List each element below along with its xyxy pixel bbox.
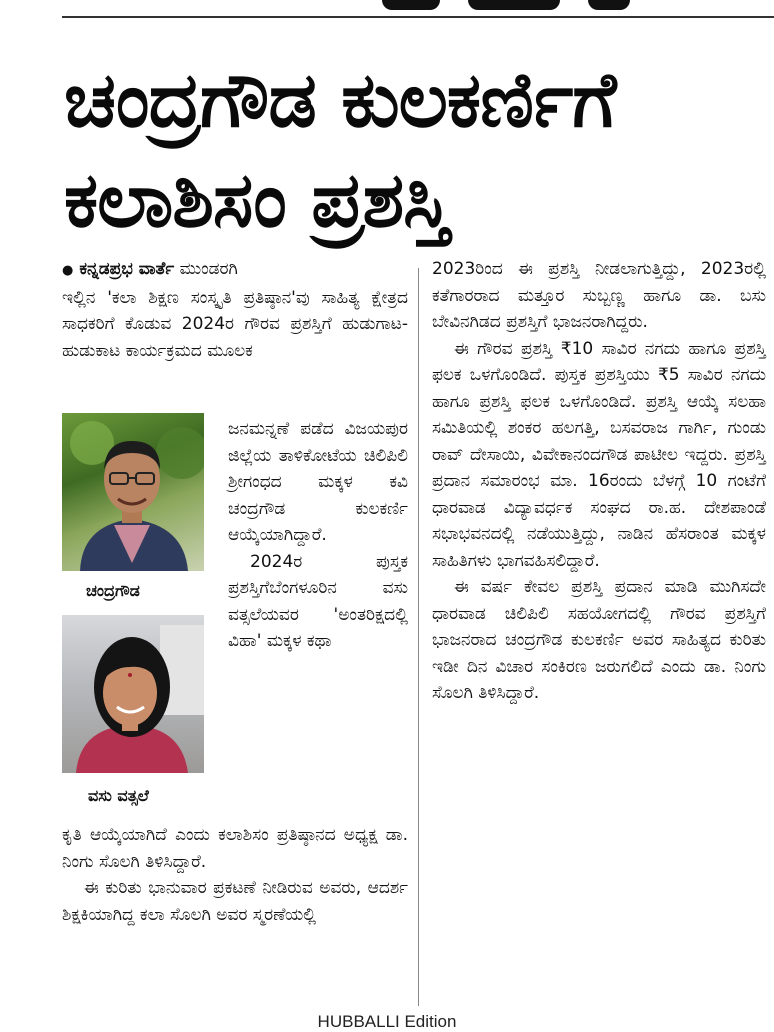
article-right-column (432, 256, 766, 707)
headline-line-1: ಚಂದ್ರಗೌಡ ಕುಲಕರ್ಣಿಗೆ (64, 55, 616, 144)
top-rule (62, 16, 774, 18)
last-left-paragraph: ಈ ಕುರಿತು ಭಾನುವಾರ ಪ್ರಕಟಣೆ ನೀಡಿರುವ ಅವರು, ಆದರ್ಶ ಶಿಕ್ಷಕಿಯಾಗಿದ್ದ ಕಲಾ ಸೊಲಗಿ ಅವರ ಸ್ಮರಣೆಯಲ್ಲಿ (62, 878, 408, 925)
right-paragraph-1: 2023ರಿಂದ ಈ ಪ್ರಶಸ್ತಿ ನೀಡಲಾಗುತ್ತಿದ್ದು, 2023ರಲ್ಲಿ ಕತೆಗಾರರಾದ ಮತ್ತೂರ ಸುಬ್ಬಣ್ಣ ಹಾಗೂ ಡಾ. ಬಸು ಬೇವಿನಗಿಡದ ಪ್ರಶಸ್ತಿಗೆ ಭಾಜನರಾಗಿದ್ದರು. (432, 259, 766, 332)
byline (62, 256, 408, 285)
article-intro (62, 256, 408, 364)
wrapped-paragraph-1: ಜನಮನ್ನಣೆ ಪಡೆದ ವಿಜಯಪುರ ಜಿಲ್ಲೆಯ ತಾಳಿಕೋಟೆಯ ಚಿಲಿಪಿಲಿ ಶ್ರೀಗಂಧದ ಮಕ್ಕಳ ಕವಿ ಚಂದ್ರಗೌಡ ಕುಲಕರ್ಣಿ ಆಯ್ಕೆಯಾಗಿದ್ದಾರೆ. (228, 419, 408, 545)
wrapped-paragraph-2: 2024ರ ಪುಸ್ತಕ ಪ್ರಶಸ್ತಿಗೆಬೆಂಗಳೂರಿನ ವಸು ವತ್ಸಲೆಯವರ 'ಅಂತರಿಕ್ಷದಲ್ಲಿ ವಿಹಾ' ಮಕ್ಕಳ ಕಥಾ (228, 551, 408, 651)
edition-label: HUBBALLI Edition (317, 1012, 457, 1031)
column-divider (418, 268, 419, 1006)
masthead-fragment (468, 0, 560, 10)
headline-line-2: ಕಲಾಶಿಸಂ ಪ್ರಶಸ್ತಿ (64, 155, 449, 244)
article-left-bottom (62, 822, 408, 928)
photo-caption-vasu-vatsale: ವಸು ವತ್ಸಲೆ (88, 786, 149, 805)
masthead-fragment (382, 0, 440, 10)
photo-vasu-vatsale (62, 615, 204, 773)
byline-place: ಮುಂಡರಗಿ (179, 259, 238, 279)
photo-chandragowda (62, 413, 204, 571)
bullet-icon: ● (62, 263, 74, 278)
right-paragraph-3: ಈ ವರ್ಷ ಕೇವಲ ಪ್ರಶಸ್ತಿ ಪ್ರದಾನ ಮಾಡಿ ಮುಗಿಸದೇ ಧಾರವಾಡ ಚಿಲಿಪಿಲಿ ಸಹಯೋಗದಲ್ಲಿ ಗೌರವ ಪ್ರಶಸ್ತಿಗೆ ಭಾಜನರಾದ ಚಂದ್ರಗೌಡ ಕುಲಕರ್ಣಿ ಅವರ ಸಾಹಿತ್ಯದ ಕುರಿತು ಇಡೀ ದಿನ ವಿಚಾರ ಸಂಕಿರಣ ಜರುಗಲಿದೆ ಎಂದು ಡಾ. ನಿಂಗು ಸೊಲಗಿ ತಿಳಿಸಿದ್ದಾರೆ. (432, 577, 766, 703)
wrapped-text-1 (228, 416, 408, 655)
masthead-fragment (588, 0, 630, 10)
intro-paragraph: ಇಲ್ಲಿನ 'ಕಲಾ ಶಿಕ್ಷಣ ಸಂಸ್ಕೃತಿ ಪ್ರತಿಷ್ಠಾನ'ವು ಸಾಹಿತ್ಯ ಕ್ಷೇತ್ರದ ಸಾಧಕರಿಗೆ ಕೊಡುವ 2024ರ ಗೌರವ ಪ್ರಶಸ್ತಿಗೆ ಹುಡುಗಾಟ-ಹುಡುಕಾಟ ಕಾರ್ಯಕ್ರಮದ ಮೂಲಕ (62, 287, 408, 361)
right-paragraph-2: ಈ ಗೌರವ ಪ್ರಶಸ್ತಿ ₹10 ಸಾವಿರ ನಗದು ಹಾಗೂ ಪ್ರಶಸ್ತಿ ಫಲಕ ಒಳಗೊಂಡಿದೆ. ಪುಸ್ತಕ ಪ್ರಶಸ್ತಿಯು ₹5 ಸಾವಿರ ನಗದು ಹಾಗೂ ಪ್ರಶಸ್ತಿ ಫಲಕ ಒಳಗೊಂಡಿದೆ. ಪ್ರಶಸ್ತಿ ಆಯ್ಕೆ ಸಲಹಾ ಸಮಿತಿಯಲ್ಲಿ ಶಂಕರ ಹಲಗತ್ತಿ, ಬಸವರಾಜ ಗಾರ್ಗಿ, ಗುಂಡು ರಾವ್ ದೇಸಾಯಿ, ವಿವೇಕಾನಂದಗೌಡ ಪಾಟೀಲ ಇದ್ದರು. ಪ್ರಶಸ್ತಿ ಪ್ರದಾನ ಸಮಾರಂಭ ಮಾ. 16ರಂದು ಬೆಳಗ್ಗೆ 10 ಗಂಟೆಗೆ ಧಾರವಾಡ ವಿದ್ಯಾವರ್ಧಕ ಸಂಘದ ರಾ.ಹ. ದೇಶಪಾಂಡೆ ಸಭಾಭವನದಲ್ಲಿ ನಡೆಯುತ್ತಿದ್ದು, ನಾಡಿನ ಹೆಸರಾಂತ ಮಕ್ಕಳ ಸಾಹಿತಿಗಳು ಭಾಗವಹಿಸಲಿದ್ದಾರೆ. (432, 338, 766, 571)
byline-source: ಕನ್ನಡಪ್ರಭ ವಾರ್ತೆ (79, 259, 175, 279)
after-photo-paragraph: ಕೃತಿ ಆಯ್ಕೆಯಾಗಿದೆ ಎಂದು ಕಲಾಶಿಸಂ ಪ್ರತಿಷ್ಠಾನದ ಅಧ್ಯಕ್ಷ ಡಾ. ನಿಂಗು ಸೊಲಗಿ ತಿಳಿಸಿದ್ದಾರೆ. (62, 825, 408, 872)
photo-caption-chandragowda: ಚಂದ್ರಗೌಡ (86, 581, 140, 600)
